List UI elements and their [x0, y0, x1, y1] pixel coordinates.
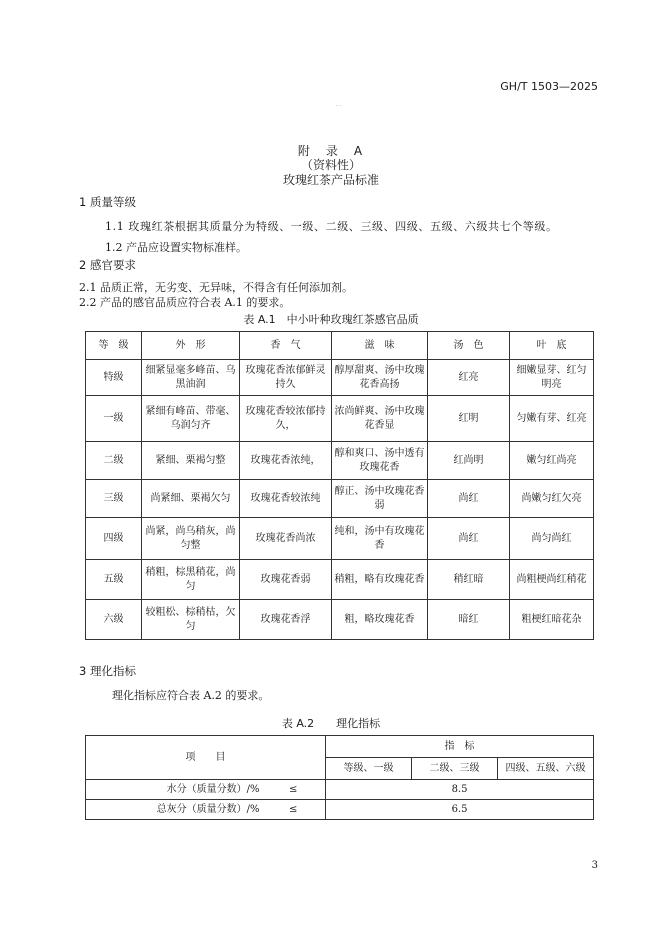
table-cell: 紧细有峰苗、带毫、乌润匀齐: [142, 396, 240, 442]
table-cell: 二级: [86, 442, 142, 480]
table-cell: 尚匀尚红: [510, 518, 594, 560]
table-a2-index-header: 指 标: [326, 736, 594, 758]
table-cell: 暗红: [428, 600, 510, 640]
table-cell: 特级: [86, 360, 142, 396]
table-a2-operator: ≤: [262, 780, 326, 800]
table-cell: 粗梗红暗花杂: [510, 600, 594, 640]
table-a2-value: 6.5: [326, 800, 594, 820]
table-cell: 红明: [428, 396, 510, 442]
table-cell: 玫瑰花香尚浓: [240, 518, 332, 560]
table-a1-header: 叶 底: [510, 332, 594, 360]
table-cell: 尚嫩匀红欠亮: [510, 480, 594, 518]
table-cell: 尚红: [428, 480, 510, 518]
table-cell: 嫩匀红尚亮: [510, 442, 594, 480]
table-a2-grade-header: 等级、一级: [326, 758, 412, 780]
table-cell: 醇和爽口、汤中透有玫瑰花香: [332, 442, 428, 480]
table-row: [86, 560, 594, 600]
table-cell: 纯和，汤中有玫瑰花香: [332, 518, 428, 560]
table-cell: 玫瑰花香浓郁鲜灵持久: [240, 360, 332, 396]
table-cell: 匀嫩有芽、红亮: [510, 396, 594, 442]
table-cell: 紧细、栗褐匀整: [142, 442, 240, 480]
appendix-title: 附 录 A: [297, 144, 365, 158]
table-row: [86, 800, 594, 820]
table-a2-item: 水分（质量分数）/%: [86, 780, 262, 800]
clause-2-2: 2.2 产品的感官品质应符合表 A.1 的要求。: [79, 296, 291, 309]
page-number: 3: [591, 860, 598, 871]
table-a1-header: 外 形: [142, 332, 240, 360]
table-a1-header: 汤 色: [428, 332, 510, 360]
table-row: [86, 780, 594, 800]
table-cell: 玫瑰花香较浓纯: [240, 480, 332, 518]
table-cell: 一级: [86, 396, 142, 442]
table-cell: 稍红暗: [428, 560, 510, 600]
table-cell: 浓尚鲜爽、汤中玫瑰花香显: [332, 396, 428, 442]
appendix-subject: 玫瑰红茶产品标准: [282, 173, 379, 187]
table-a2-item-header: 项 目: [86, 736, 326, 780]
table-cell: 稍粗，略有玫瑰花香: [332, 560, 428, 600]
table-a2-grade-header: 四级、五级、六级: [498, 758, 594, 780]
table-a1-caption: 表 A.1 中小叶种玫瑰红茶感官品质: [243, 313, 419, 326]
clause-1-1: 1.1 玫瑰红茶根据其质量分为特级、一级、二级、三级、四级、五级、六级共七个等级。: [105, 220, 558, 233]
clause-2-1: 2.1 品质正常，无劣变、无异味，不得含有任何添加剂。: [79, 281, 353, 294]
clause-1-2: 1.2 产品应设置实物标准样。: [105, 241, 247, 254]
table-a2-item: 总灰分（质量分数）/%: [86, 800, 262, 820]
table-row: [86, 396, 594, 442]
table-cell: 玫瑰花香弱: [240, 560, 332, 600]
table-cell: 红亮: [428, 360, 510, 396]
table-row: [86, 480, 594, 518]
appendix-nature: （资料性）: [300, 158, 361, 172]
table-cell: 玫瑰花香浮: [240, 600, 332, 640]
table-a2-grade-header: 二级、三级: [412, 758, 498, 780]
table-cell: 细紧显毫多峰苗、乌黑油润: [142, 360, 240, 396]
table-cell: 较粗松、棕稍枯，欠匀: [142, 600, 240, 640]
table-cell: 粗，略玫瑰花香: [332, 600, 428, 640]
table-cell: 尚红: [428, 518, 510, 560]
table-cell: 六级: [86, 600, 142, 640]
table-a1-header: 滋 味: [332, 332, 428, 360]
table-cell: 玫瑰花香较浓郁持久，: [240, 396, 332, 442]
table-cell: 四级: [86, 518, 142, 560]
table-cell: 醇厚甜爽、汤中玫瑰花香高扬: [332, 360, 428, 396]
table-cell: 三级: [86, 480, 142, 518]
section-2-heading: 2 感官要求: [79, 258, 136, 272]
table-cell: 玫瑰花香浓纯，: [240, 442, 332, 480]
table-row: [86, 518, 594, 560]
table-cell: 五级: [86, 560, 142, 600]
table-cell: 细嫩显芽、红匀明亮: [510, 360, 594, 396]
table-a2-header-row: [86, 736, 594, 758]
table-row: [86, 442, 594, 480]
table-a1: [85, 331, 594, 640]
standard-code: GH/T 1503—2025: [500, 80, 598, 93]
table-a1-header: 香 气: [240, 332, 332, 360]
header-marks: · ·: [336, 103, 342, 110]
table-a2-value: 8.5: [326, 780, 594, 800]
clause-3-text: 理化指标应符合表 A.2 的要求。: [112, 689, 270, 702]
section-3-heading: 3 理化指标: [79, 664, 136, 678]
table-cell: 稍粗，棕黑稍花，尚匀: [142, 560, 240, 600]
table-row: [86, 600, 594, 640]
table-cell: 尚紧，尚乌稍灰，尚匀整: [142, 518, 240, 560]
table-a2-operator: ≤: [262, 800, 326, 820]
table-a2-caption: 表 A.2 理化指标: [281, 717, 381, 730]
table-row: [86, 360, 594, 396]
table-cell: 醇正、汤中玫瑰花香弱: [332, 480, 428, 518]
table-a2: [85, 735, 594, 820]
table-cell: 尚紧细、栗褐欠匀: [142, 480, 240, 518]
table-a1-header-row: [86, 332, 594, 360]
section-1-heading: 1 质量等级: [79, 195, 136, 209]
table-cell: 红尚明: [428, 442, 510, 480]
table-a1-header: 等 级: [86, 332, 142, 360]
table-cell: 尚粗梗尚红稍花: [510, 560, 594, 600]
